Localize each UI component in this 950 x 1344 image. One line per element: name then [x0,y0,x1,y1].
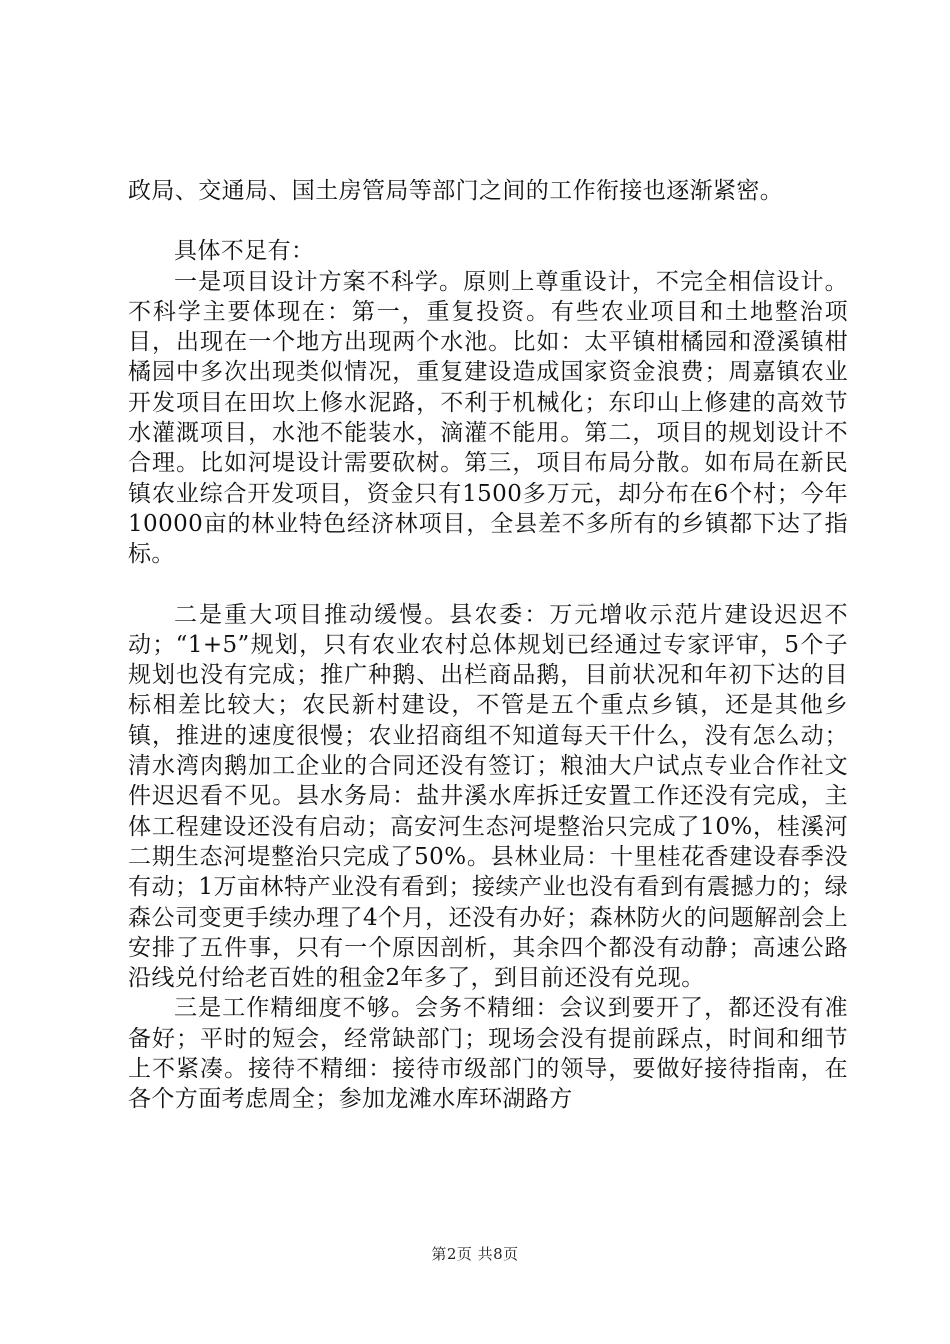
document-body [128,176,848,1115]
paragraph-point-three: 三是工作精细度不够。会务不精细：会议到要开了，都还没有准备好；平时的短会，经常缺部门；现场会没有提前踩点，时间和细节上不紧凑。接待不精细：接待市级部门的领导，要做好接待指南，在各个方面考虑周全；参加龙滩水库环湖路方 [128,995,848,1113]
paragraph-continuation: 政局、交通局、国土房管局等部门之间的工作衔接也逐渐紧密。 [128,178,784,204]
paragraph-point-two: 二是重大项目推动缓慢。县农委：万元增收示范片建设迟迟不动；“1+5”规划，只有农业农村总体规划已经通过专家评审，5个子规划也没有完成；推广种鹅、出栏商品鹅，目前状况和年初下达的目标相差比较大；农民新村建设，不管是五个重点乡镇，还是其他乡镇，推进的速度很慢；农业招商组不知道每天干什么，没有怎么动；清水湾肉鹅加工企业的合同还没有签订；粮油大户试点专业合作社文件迟迟看不见。县水务局：盐井溪水库拆迁安置工作还没有完成，主体工程建设还没有启动；高安河生态河堤整治只完成了10%，桂溪河二期生态河堤整治只完成了50%。县林业局：十里桂花香建设春季没有动；1万亩林特产业没有看到；接续产业也没有看到有震撼力的；绿森公司变更手续办理了4个月，还没有办好；森林防火的问题解剖会上安排了五件事，只有一个原因剖析，其余四个都没有动静；高速公路沿线兑付给老百姓的租金2年多了，到目前还没有兑现。 [128,601,848,992]
paragraph-shortcomings-intro: 具体不足有： [174,238,315,265]
paragraph-gap [128,206,848,236]
paragraph-point-one: 一是项目设计方案不科学。原则上尊重设计，不完全相信设计。不科学主要体现在：第一，重复投资。有些农业项目和土地整治项目，出现在一个地方出现两个水池。比如：太平镇柑橘园和澄溪镇柑橘园中多次出现类似情况，重复建设造成国家资金浪费；周嘉镇农业开发项目在田坎上修水泥路，不利于机械化；东印山上修建的高效节水灌溉项目，水池不能装水，滴灌不能用。第二，项目的规划设计不合理。比如河堤设计需要砍树。第三，项目布局分散。如布局在新民镇农业综合开发项目，资金只有1500多万元，却分布在6个村；今年10000亩的林业特色经济林项目，全县差不多所有的乡镇都下达了指标。 [128,268,848,568]
paragraph-gap [128,570,848,600]
page-number-footer: 第2页 共8页 [431,1245,519,1263]
